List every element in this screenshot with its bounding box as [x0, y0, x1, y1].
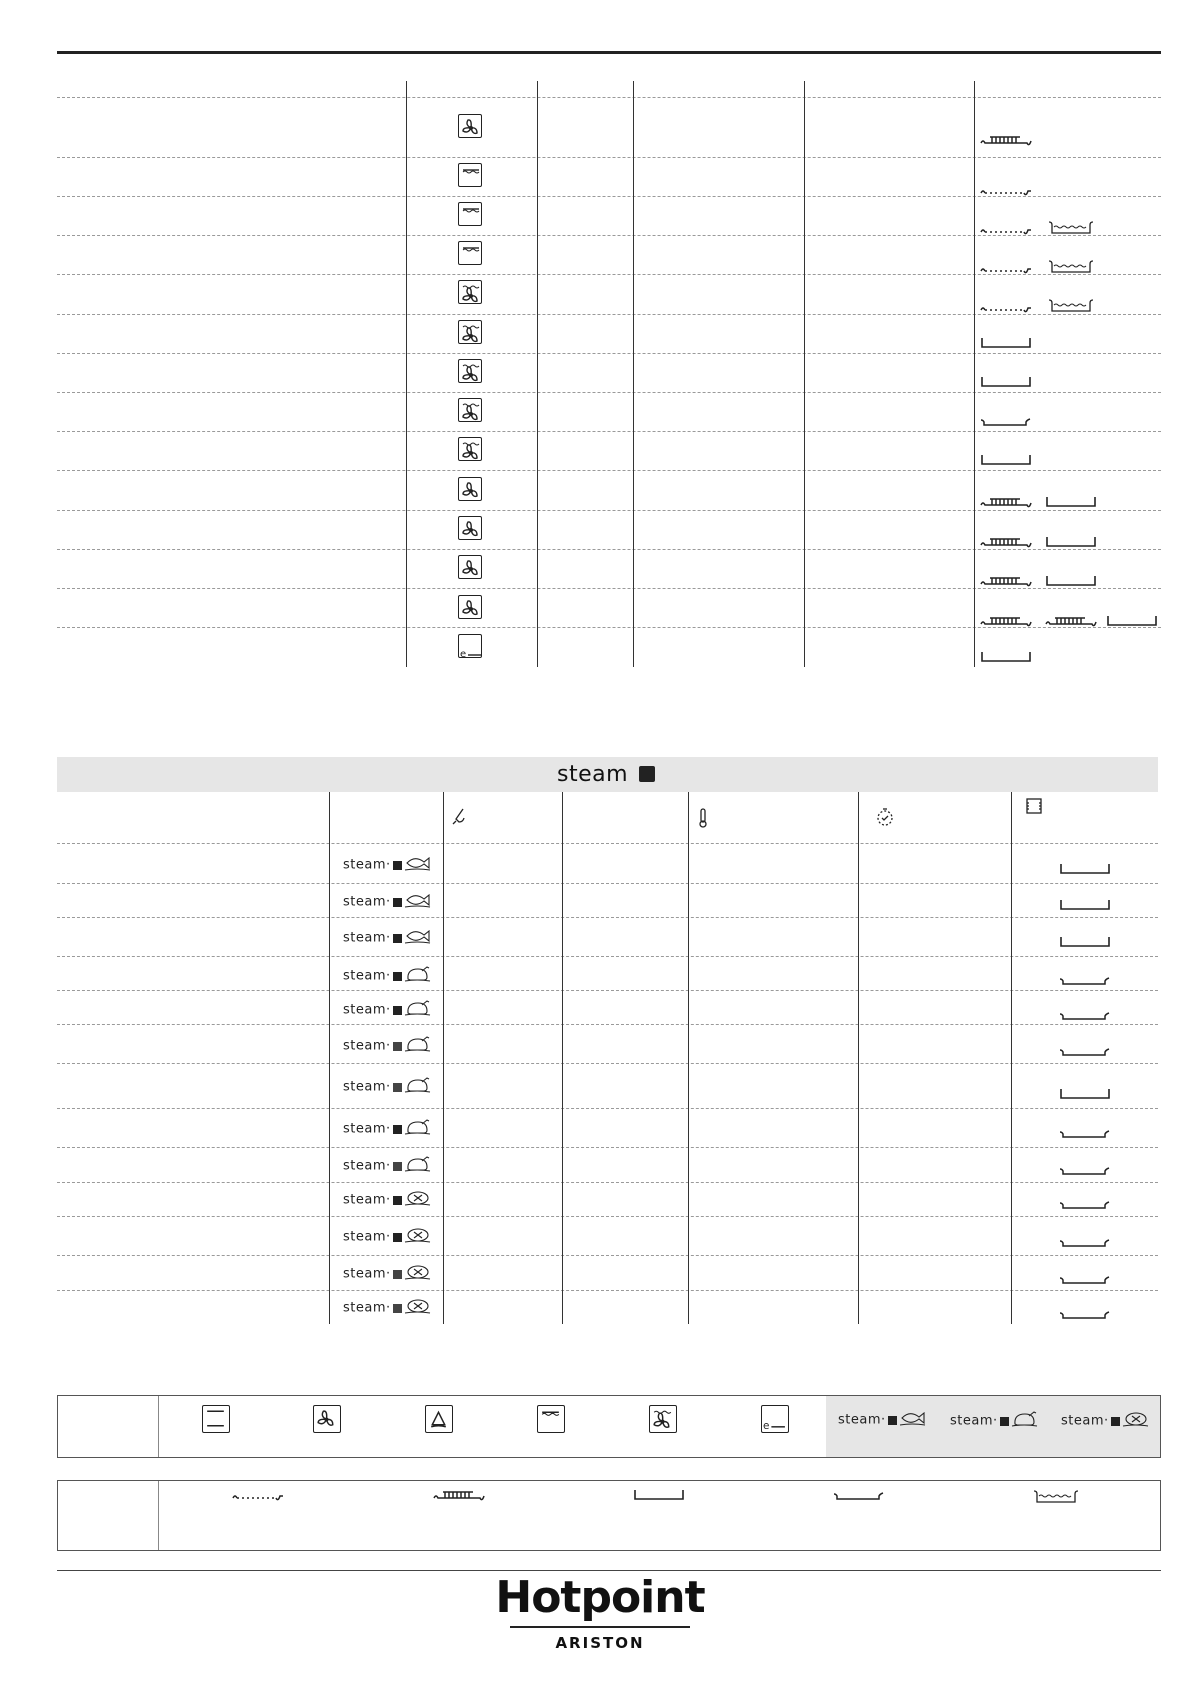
grill-function-icon [458, 163, 482, 187]
steam-text: steam [1061, 1413, 1104, 1429]
steam-level-icon [888, 1416, 897, 1425]
steam-bread-label [1061, 1410, 1150, 1432]
water-tray-icon [1033, 1488, 1079, 1509]
row-divider [57, 883, 1158, 884]
baking-tray-icon [633, 1488, 685, 1507]
row-divider [57, 157, 1161, 158]
drip-tray-icon [833, 1488, 885, 1507]
brand-sub: ARISTON [555, 1634, 645, 1652]
column-divider [443, 792, 444, 1324]
separator-dot: · [881, 1412, 886, 1428]
row-divider [57, 1182, 1158, 1183]
steam-bread-label [343, 1263, 432, 1285]
steam-text: steam [343, 1266, 386, 1282]
steam-poultry-label [343, 965, 432, 987]
drip-tray-icon [1059, 1163, 1111, 1182]
baking-tray-icon [1059, 935, 1111, 954]
water-tray-icon [1048, 297, 1094, 318]
column-divider [688, 792, 689, 1324]
drip-tray-icon [1059, 1197, 1111, 1216]
grill-function-icon [458, 241, 482, 265]
drip-tray-icon [1059, 973, 1111, 992]
wire-shelf-icon [980, 222, 1032, 241]
steam-text: steam [343, 1192, 386, 1208]
eco-function-icon [458, 634, 482, 658]
turbogrill-function-icon [458, 437, 482, 461]
baking-tray-icon [1106, 614, 1158, 633]
steam-poultry-label [343, 1076, 432, 1098]
separator-dot: · [386, 894, 391, 910]
separator-dot: · [386, 1002, 391, 1018]
water-tray-icon [1048, 219, 1094, 240]
steam-text: steam [343, 1038, 386, 1054]
column-divider [1011, 792, 1012, 1324]
steam-banner [57, 757, 1158, 792]
steam-level-icon [393, 972, 402, 981]
column-divider [633, 81, 634, 667]
fan-forced-icon [313, 1405, 341, 1433]
baking-tray-icon [1045, 535, 1097, 554]
steam-level-icon [393, 1270, 402, 1279]
row-divider [57, 1147, 1158, 1148]
grill-icon [537, 1405, 565, 1433]
baking-tray-icon [980, 336, 1032, 355]
poultry-icon [404, 1006, 432, 1021]
bread-icon [1122, 1417, 1150, 1432]
column-divider [562, 792, 563, 1324]
brand-name: Hotpoint [495, 1572, 705, 1623]
separator-dot: · [386, 857, 391, 873]
pizza-icon [425, 1405, 453, 1433]
fish-icon [404, 933, 432, 948]
separator-dot: · [386, 968, 391, 984]
row-divider [57, 1108, 1158, 1109]
steam-level-icon [393, 1042, 402, 1051]
drip-tray-icon [1059, 1008, 1111, 1027]
fan-function-icon [458, 595, 482, 619]
separator-dot: · [386, 1266, 391, 1282]
steam-poultry-label [343, 1118, 432, 1140]
bread-icon [404, 1196, 432, 1211]
thermometer-icon [697, 808, 709, 833]
steam-fish-label [343, 928, 432, 948]
steam-text: steam [343, 1079, 386, 1095]
steam-level-icon [393, 1196, 402, 1205]
probe-icon [451, 808, 471, 831]
steam-level-icon [393, 861, 402, 870]
water-tray-icon [1048, 258, 1094, 279]
brand-logo [470, 1572, 730, 1652]
steam-fish-label [343, 892, 432, 912]
steam-text: steam [950, 1413, 993, 1429]
separator-dot: · [386, 1192, 391, 1208]
wire-shelf-icon [980, 300, 1032, 319]
steam-text: steam [343, 968, 386, 984]
column-divider [329, 792, 330, 1324]
baking-tray-icon [1059, 1087, 1111, 1106]
steam-level-icon [393, 1233, 402, 1242]
grill-function-icon [458, 202, 482, 226]
steam-bread-label [343, 1297, 432, 1319]
fan-function-icon [458, 477, 482, 501]
baking-tray-on-shelf-icon [980, 495, 1032, 514]
row-divider [57, 990, 1158, 991]
timer-icon [876, 808, 894, 831]
baking-tray-icon [980, 375, 1032, 394]
drip-tray-icon [1059, 1044, 1111, 1063]
poultry-icon [404, 1083, 432, 1098]
steam-text: steam [343, 930, 386, 946]
bread-icon [404, 1270, 432, 1285]
steam-poultry-label [343, 1155, 432, 1177]
fan-function-icon [458, 114, 482, 138]
baking-tray-icon [1045, 574, 1097, 593]
row-divider [57, 1255, 1158, 1256]
separator-dot: · [386, 1158, 391, 1174]
baking-tray-icon [980, 650, 1032, 669]
steam-text: steam [343, 1300, 386, 1316]
turbogrill-function-icon [458, 398, 482, 422]
row-divider [57, 1063, 1158, 1064]
separator-dot: · [386, 1038, 391, 1054]
turbogrill-function-icon [458, 320, 482, 344]
wire-shelf-icon [980, 261, 1032, 280]
separator-dot: · [386, 930, 391, 946]
accessories-legend [57, 1480, 1161, 1551]
baking-tray-icon [1045, 495, 1097, 514]
turbo-grill-icon [649, 1405, 677, 1433]
steam-level-icon [393, 934, 402, 943]
poultry-icon [404, 1042, 432, 1057]
steam-level-icon [393, 1162, 402, 1171]
baking-tray-on-shelf-icon [980, 535, 1032, 554]
steam-level-icon [1111, 1417, 1120, 1426]
baking-tray-icon [980, 453, 1032, 472]
steam-fish-label [838, 1410, 927, 1430]
baking-tray-on-shelf-icon [980, 133, 1032, 152]
drip-tray-icon [1059, 1126, 1111, 1145]
fish-icon [899, 1415, 927, 1430]
steam-level-icon [393, 1304, 402, 1313]
steam-level-icon [393, 898, 402, 907]
steam-level-icon [393, 1083, 402, 1092]
steam-fish-label [343, 855, 432, 875]
column-divider [858, 792, 859, 1324]
conventional-icon [202, 1405, 230, 1433]
row-divider [57, 956, 1158, 957]
steam-poultry-label [343, 999, 432, 1021]
bottom-rule [57, 1570, 1161, 1571]
baking-tray-icon [1059, 862, 1111, 881]
svg-text:e: e [763, 1419, 770, 1431]
turbogrill-function-icon [458, 280, 482, 304]
shelf-level-icon [1025, 797, 1043, 820]
separator-dot: · [993, 1413, 998, 1429]
steam-text: steam [343, 857, 386, 873]
fish-icon [404, 860, 432, 875]
separator-dot: · [386, 1229, 391, 1245]
separator-dot: · [1104, 1413, 1109, 1429]
wire-shelf-icon [232, 1488, 284, 1507]
column-divider [804, 81, 805, 667]
row-divider [57, 917, 1158, 918]
svg-text:e: e [460, 649, 467, 659]
eco-icon [761, 1405, 789, 1433]
top-rule [57, 51, 1161, 54]
steam-level-icon [393, 1006, 402, 1015]
poultry-icon [404, 972, 432, 987]
steam-text: steam [343, 894, 386, 910]
steam-level-icon [393, 1125, 402, 1134]
drip-tray-icon [980, 414, 1032, 433]
column-divider [406, 81, 407, 667]
baking-tray-on-shelf-icon [1045, 614, 1097, 633]
steam-banner-label: steam [557, 762, 629, 787]
fish-icon [404, 897, 432, 912]
separator-dot: · [386, 1300, 391, 1316]
baking-tray-icon [1059, 898, 1111, 917]
wire-shelf-icon [980, 183, 1032, 202]
baking-tray-on-shelf-icon [980, 574, 1032, 593]
row-divider [57, 1024, 1158, 1025]
poultry-icon [1011, 1417, 1039, 1432]
drip-tray-icon [1059, 1235, 1111, 1254]
steam-text: steam [343, 1158, 386, 1174]
steam-poultry-label [343, 1035, 432, 1057]
fan-function-icon [458, 516, 482, 540]
steam-poultry-label [950, 1410, 1039, 1432]
row-divider [57, 1290, 1158, 1291]
fan-function-icon [458, 555, 482, 579]
separator-dot: · [386, 1079, 391, 1095]
steam-logo-icon [639, 766, 655, 782]
row-divider [57, 1216, 1158, 1217]
baking-tray-on-shelf-icon [980, 614, 1032, 633]
steam-text: steam [838, 1412, 881, 1428]
steam-bread-label [343, 1226, 432, 1248]
row-divider [57, 97, 1161, 98]
row-divider [57, 843, 1158, 844]
baking-tray-on-shelf-icon [433, 1488, 485, 1507]
drip-tray-icon [1059, 1307, 1111, 1326]
turbogrill-function-icon [458, 359, 482, 383]
separator-dot: · [386, 1121, 391, 1137]
bread-icon [404, 1233, 432, 1248]
column-divider [537, 81, 538, 667]
column-divider [974, 81, 975, 667]
steam-text: steam [343, 1002, 386, 1018]
poultry-icon [404, 1162, 432, 1177]
steam-text: steam [343, 1121, 386, 1137]
steam-bread-label [343, 1189, 432, 1211]
drip-tray-icon [1059, 1272, 1111, 1291]
poultry-icon [404, 1125, 432, 1140]
bread-icon [404, 1304, 432, 1319]
steam-text: steam [343, 1229, 386, 1245]
steam-level-icon [1000, 1417, 1009, 1426]
